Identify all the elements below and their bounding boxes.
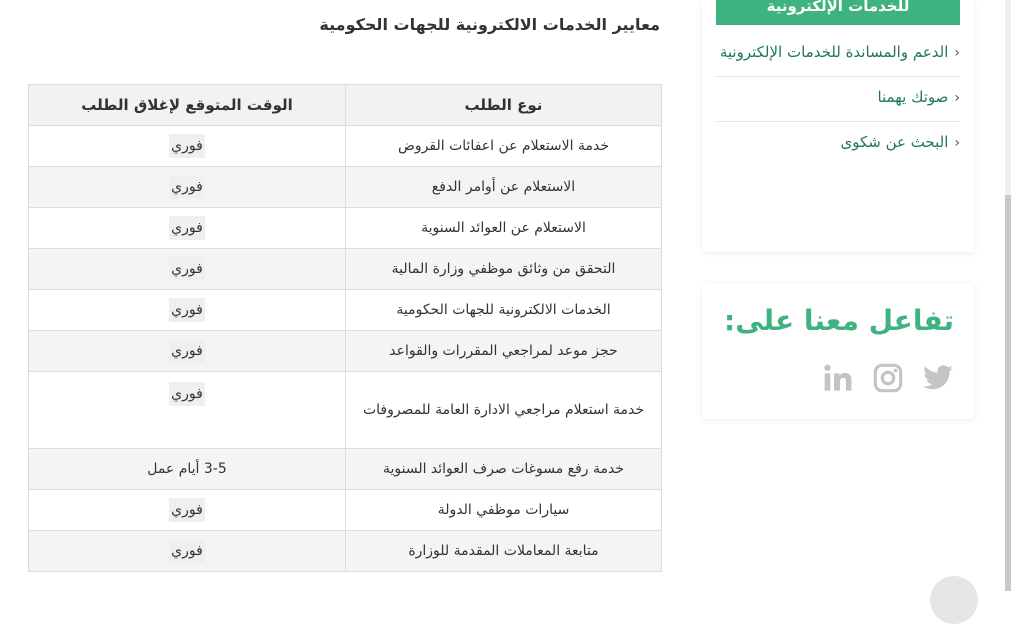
linkedin-icon[interactable] bbox=[822, 362, 854, 394]
sidebar-link-complaint-search[interactable] bbox=[716, 122, 960, 166]
expected-time-cell bbox=[29, 490, 346, 531]
time-value: فوري bbox=[169, 216, 205, 240]
table-row bbox=[29, 449, 662, 490]
chevron-left-icon: ‹ bbox=[954, 135, 960, 151]
time-value: فوري bbox=[169, 498, 205, 522]
time-value: فوري bbox=[169, 382, 205, 406]
table-row bbox=[29, 531, 662, 572]
sidebar-link-label: صوتك يهمنا bbox=[877, 88, 949, 106]
table-row bbox=[29, 490, 662, 531]
table-row bbox=[29, 167, 662, 208]
sidebar-header: للخدمات الإلكترونية bbox=[716, 0, 960, 25]
time-value: فوري bbox=[169, 339, 205, 363]
time-value: 3-5 أيام عمل bbox=[147, 461, 227, 477]
request-type-cell: متابعة المعاملات المقدمة للوزارة bbox=[346, 531, 662, 572]
time-value: فوري bbox=[169, 539, 205, 563]
time-value: فوري bbox=[169, 298, 205, 322]
expected-time-cell bbox=[29, 290, 346, 331]
header-request-type: نوع الطلب bbox=[346, 85, 662, 126]
scroll-to-top-button[interactable] bbox=[930, 576, 978, 624]
expected-time-cell bbox=[29, 449, 346, 490]
expected-time-cell bbox=[29, 126, 346, 167]
request-type-cell: سيارات موظفي الدولة bbox=[346, 490, 662, 531]
page-title: معايير الخدمات الالكترونية للجهات الحكومية bbox=[319, 15, 660, 34]
table-row bbox=[29, 372, 662, 449]
request-type-cell: حجز موعد لمراجعي المقررات والقواعد bbox=[346, 331, 662, 372]
expected-time-cell bbox=[29, 208, 346, 249]
chevron-left-icon: ‹ bbox=[954, 90, 960, 106]
expected-time-cell bbox=[29, 531, 346, 572]
request-type-cell: خدمة استعلام مراجعي الادارة العامة للمصروفات bbox=[346, 372, 662, 449]
request-type-cell: الاستعلام عن أوامر الدفع bbox=[346, 167, 662, 208]
time-value: فوري bbox=[169, 175, 205, 199]
expected-time-cell bbox=[29, 167, 346, 208]
social-card bbox=[702, 284, 974, 419]
sidebar-link-feedback[interactable] bbox=[716, 77, 960, 122]
sidebar-link-support[interactable] bbox=[716, 32, 960, 77]
eservices-sidebar bbox=[702, 0, 974, 252]
table-header-row bbox=[29, 85, 662, 126]
sidebar-link-label: البحث عن شكوى bbox=[840, 133, 949, 151]
table-row bbox=[29, 331, 662, 372]
request-type-cell: الاستعلام عن العوائد السنوية bbox=[346, 208, 662, 249]
social-icons bbox=[822, 362, 954, 394]
header-expected-time: الوقت المتوقع لإغلاق الطلب bbox=[29, 85, 346, 126]
twitter-icon[interactable] bbox=[922, 362, 954, 394]
request-type-cell: خدمة الاستعلام عن اعفائات القروض bbox=[346, 126, 662, 167]
table-row bbox=[29, 290, 662, 331]
time-value: فوري bbox=[169, 134, 205, 158]
scrollbar-thumb[interactable] bbox=[1005, 195, 1011, 591]
expected-time-cell bbox=[29, 372, 346, 449]
chevron-left-icon: ‹ bbox=[954, 45, 960, 61]
sidebar-links bbox=[716, 32, 960, 166]
expected-time-cell bbox=[29, 331, 346, 372]
page-scrollbar[interactable] bbox=[1005, 0, 1011, 591]
request-type-cell: خدمة رفع مسوغات صرف العوائد السنوية bbox=[346, 449, 662, 490]
expected-time-cell bbox=[29, 249, 346, 290]
sidebar-link-label: الدعم والمساندة للخدمات الإلكترونية bbox=[719, 43, 949, 61]
table-row bbox=[29, 126, 662, 167]
social-title: تفاعل معنا على: bbox=[724, 304, 954, 337]
table-row bbox=[29, 208, 662, 249]
request-type-cell: الخدمات الالكترونية للجهات الحكومية bbox=[346, 290, 662, 331]
time-value: فوري bbox=[169, 257, 205, 281]
instagram-icon[interactable] bbox=[872, 362, 904, 394]
standards-table bbox=[28, 84, 662, 572]
request-type-cell: التحقق من وثائق موظفي وزارة المالية bbox=[346, 249, 662, 290]
table-row bbox=[29, 249, 662, 290]
